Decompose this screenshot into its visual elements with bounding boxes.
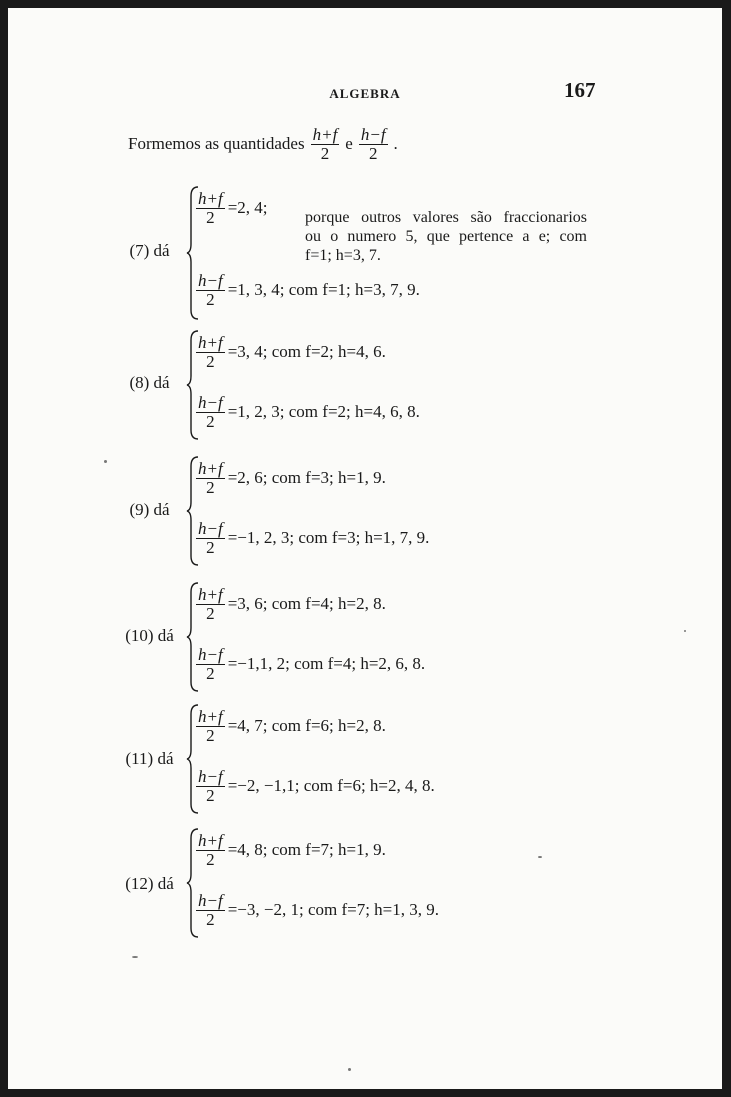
book-page: [8, 8, 722, 1089]
fraction-diff: $\frac{h-f}{2}$: [198, 891, 223, 929]
fraction-sum: $\frac{h+f}{2}$: [198, 707, 223, 745]
fraction-sum: $\frac{h+f}{2}$: [198, 333, 223, 371]
equation-values: =1, 3, 4; com f=1; h=3, 7, 9.: [227, 280, 420, 300]
equation-8: [8, 330, 722, 448]
equation-top-row: [196, 334, 386, 371]
fraction-sum: $\frac{h+f}{2}$: [198, 585, 223, 623]
intro-text: Formemos as quantidades: [128, 134, 305, 154]
fraction-sum: $\frac{h+f}{2}$: [198, 459, 223, 497]
equation-bottom-row: [196, 892, 439, 929]
fraction-diff: $\frac{h-f}{2}$: [198, 393, 223, 431]
equation-label: (12) dá: [125, 874, 174, 893]
intro-fraction-diff: $\frac{h-f}{2}$: [360, 125, 386, 163]
intro-fraction-sum: $\frac{h+f}{2}$: [312, 125, 338, 163]
equation-values: =3, 6; com f=4; h=2, 8.: [227, 594, 386, 614]
equation-values: =−2, −1,1; com f=6; h=2, 4, 8.: [227, 776, 435, 796]
equation-12: [8, 828, 722, 946]
equation-bottom-row: [196, 520, 429, 557]
equation-values: =2, 6; com f=3; h=1, 9.: [227, 468, 386, 488]
fraction-sum: $\frac{h+f}{2}$: [198, 831, 223, 869]
equation-7: [8, 186, 722, 328]
fraction-diff: $\frac{h-f}{2}$: [198, 645, 223, 683]
scan-speck: [538, 856, 542, 858]
equation-10: [8, 582, 722, 700]
equation-label: (10) dá: [125, 626, 174, 645]
running-header: ALGEBRA: [329, 86, 401, 101]
equation-note: porque outros valores são fraccionarios ou o numero 5, que pertence a e; com f=1; h=3, 7.: [305, 209, 587, 264]
fraction-sum: $\frac{h+f}{2}$: [198, 189, 223, 227]
equation-label: (7) dá: [129, 241, 170, 260]
intro-sentence: [128, 126, 398, 163]
scan-speck: [132, 956, 138, 958]
scan-speck: [348, 1068, 351, 1071]
equation-11: [8, 704, 722, 822]
equation-top-row: [196, 460, 386, 497]
equation-label: (9) dá: [129, 500, 170, 519]
equation-top-row: [196, 586, 386, 623]
intro-period: .: [393, 134, 398, 154]
equation-bottom-row: [196, 394, 420, 431]
equation-values: =3, 4; com f=2; h=4, 6.: [227, 342, 386, 362]
fraction-diff: $\frac{h-f}{2}$: [198, 271, 223, 309]
equation-top-row: [196, 190, 268, 227]
equation-label: (8) dá: [129, 373, 170, 392]
scan-speck: [684, 630, 686, 632]
equation-values: =1, 2, 3; com f=2; h=4, 6, 8.: [227, 402, 420, 422]
page-number: 167: [564, 78, 596, 102]
scan-speck: [104, 460, 107, 463]
equation-bottom-row: [196, 646, 425, 683]
fraction-diff: $\frac{h-f}{2}$: [198, 767, 223, 805]
equation-values: =4, 8; com f=7; h=1, 9.: [227, 840, 386, 860]
equation-bottom-row: [196, 272, 420, 309]
intro-conjunction: e: [345, 134, 353, 154]
equation-values: =4, 7; com f=6; h=2, 8.: [227, 716, 386, 736]
equation-values: =2, 4;: [227, 198, 268, 218]
equation-top-row: [196, 708, 386, 745]
equation-bottom-row: [196, 768, 435, 805]
equation-9: [8, 456, 722, 574]
fraction-diff: $\frac{h-f}{2}$: [198, 519, 223, 557]
equation-values: =−1,1, 2; com f=4; h=2, 6, 8.: [227, 654, 426, 674]
equation-values: =−3, −2, 1; com f=7; h=1, 3, 9.: [227, 900, 440, 920]
equation-label: (11) dá: [125, 749, 174, 768]
equation-top-row: [196, 832, 386, 869]
equation-values: =−1, 2, 3; com f=3; h=1, 7, 9.: [227, 528, 430, 548]
